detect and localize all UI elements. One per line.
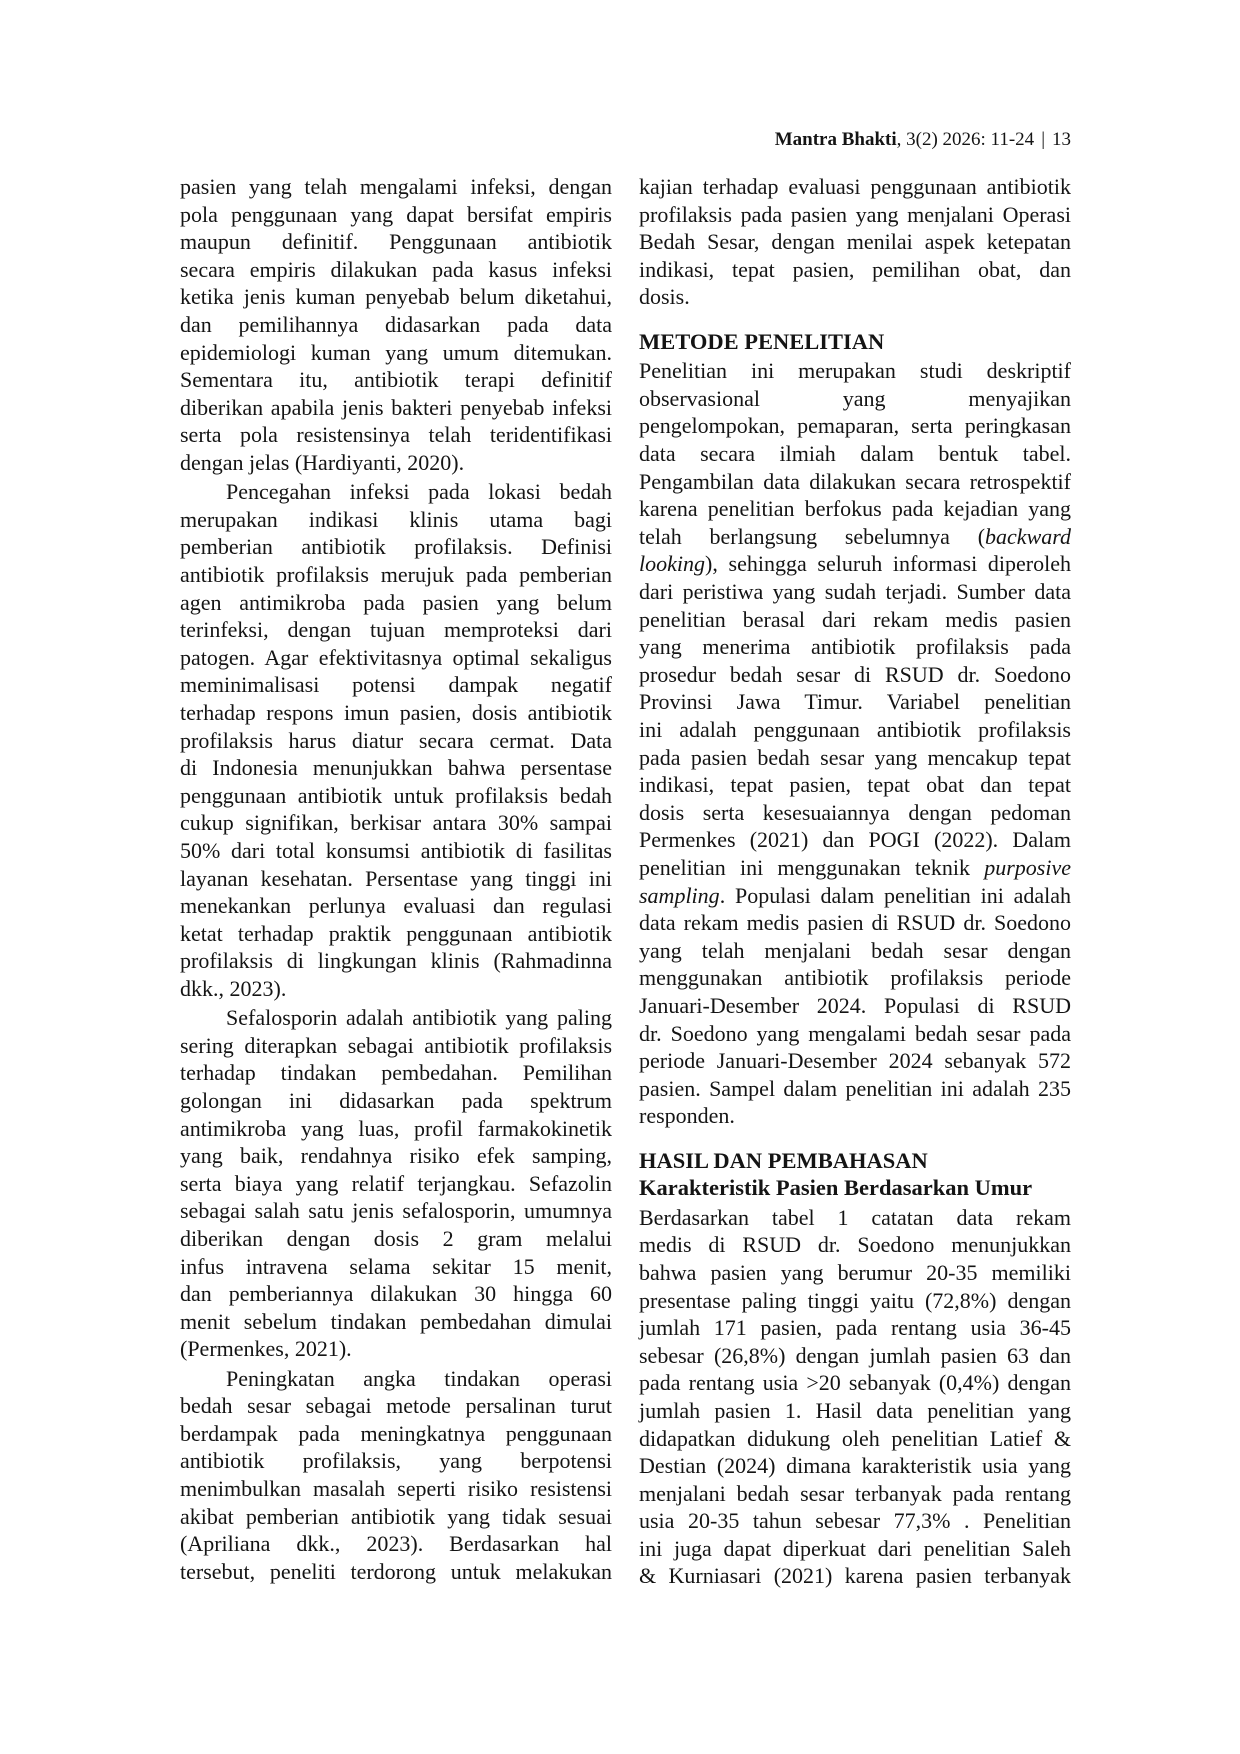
text-line: serta biaya yang relatif terjangkau. Sefazolin: [180, 1170, 612, 1196]
text-line: akibat pemberian antibiotik yang tidak sesuai: [180, 1503, 612, 1529]
paragraph: [639, 357, 1071, 1130]
text-line: infus intravena selama sekitar 15 menit,: [180, 1253, 612, 1279]
text-line: Bedah Sesar, dengan menilai aspek ketepatan: [639, 229, 1071, 255]
running-header: [775, 128, 1071, 152]
text-line: [639, 550, 1071, 578]
paragraph: [180, 1004, 612, 1363]
text-line: responden.: [639, 1103, 735, 1129]
text-line: merupakan indikasi klinis utama bagi: [180, 506, 612, 532]
text-line: menit sebelum tindakan pembedahan dimulai: [180, 1308, 612, 1334]
text-line: prosedur bedah sesar di RSUD dr. Soedono: [639, 661, 1071, 687]
left-column: [180, 173, 612, 1585]
text-line: terinfeksi, dengan tujuan memproteksi dari: [180, 617, 612, 643]
text-line: diberikan apabila jenis bakteri penyebab infeksi: [180, 394, 612, 420]
text-line: [639, 854, 1071, 882]
text-line: [639, 882, 1071, 910]
text-line: antibiotik profilaksis, yang berpotensi: [180, 1448, 612, 1474]
journal-name: Mantra Bhakti: [774, 129, 897, 150]
text-line: pengelompokan, pemaparan, serta peringkasan: [639, 413, 1071, 439]
text-line: patogen. Agar efektivitasnya optimal sekaligus: [180, 644, 612, 670]
text-line: dkk., 2023).: [180, 975, 287, 1001]
italic-term: sampling: [639, 882, 720, 908]
text-line: secara empiris dilakukan pada kasus infeksi: [180, 256, 612, 282]
text-line: ini adalah penggunaan antibiotik profilaksis: [639, 716, 1071, 742]
text-line: menggunakan antibiotik profilaksis periode: [639, 965, 1071, 991]
subsection-heading: Karakteristik Pasien Berdasarkan Umur: [639, 1175, 1033, 1201]
line-text: . Populasi dalam penelitian ini adalah: [719, 882, 1071, 908]
text-line: pasien. Sampel dalam penelitian ini adalah 235: [639, 1075, 1071, 1101]
text-line: 50% dari total konsumsi antibiotik di fasilitas: [180, 837, 612, 863]
text-line: maupun definitif. Penggunaan antibiotik: [180, 229, 612, 255]
text-line: penggunaan antibiotik untuk profilaksis bedah: [180, 782, 612, 808]
text-line: berdampak pada meningkatnya penggunaan: [180, 1420, 612, 1446]
text-line: indikasi, tepat pasien, tepat obat dan tepat: [639, 772, 1071, 798]
italic-term: looking: [639, 551, 705, 577]
text-line: Sementara itu, antibiotik terapi definitif: [180, 367, 612, 393]
text-line: pemberian antibiotik profilaksis. Definisi: [180, 534, 612, 560]
text-line: usia 20-35 tahun sebesar 77,3% . Penelitian: [639, 1508, 1071, 1534]
text-line: Provinsi Jawa Timur. Variabel penelitian: [639, 689, 1071, 715]
text-line: pada pasien bedah sesar yang mencakup tepat: [639, 744, 1071, 770]
text-line: jumlah 171 pasien, pada rentang usia 36-45: [639, 1315, 1071, 1341]
paragraph: [180, 1365, 612, 1586]
text-line: dari peristiwa yang sudah terjadi. Sumber data: [639, 579, 1071, 604]
text-line: observasional yang menyajikan: [639, 385, 1071, 411]
text-line: ketat terhadap praktik penggunaan antibiotik: [180, 920, 612, 946]
text-line: (Apriliana dkk., 2023). Berdasarkan hal: [180, 1531, 612, 1557]
text-line: agen antimikroba pada pasien yang belum: [180, 589, 612, 615]
line-text: penelitian ini menggunakan teknik: [639, 854, 985, 880]
text-line: Permenkes (2021) dan POGI (2022). Dalam: [639, 827, 1071, 853]
text-line: epidemiologi kuman yang umum ditemukan.: [180, 339, 612, 365]
text-line: pada rentang usia >20 sebanyak (0,4%) dengan: [639, 1370, 1071, 1396]
text-line: terhadap tindakan pembedahan. Pemilihan: [180, 1060, 612, 1086]
italic-term: purposive: [984, 854, 1071, 880]
text-line: sebagai salah satu jenis sefalosporin, umumnya: [180, 1198, 612, 1224]
text-line: Peningkatan angka tindakan operasi: [226, 1365, 612, 1391]
text-line: periode Januari-Desember 2024 sebanyak 572: [639, 1048, 1071, 1074]
text-line: layanan kesehatan. Persentase yang tinggi ini: [180, 865, 612, 891]
text-line: bedah sesar sebagai metode persalinan turut: [180, 1393, 612, 1419]
text-line: di Indonesia menunjukkan bahwa persentase: [180, 755, 612, 781]
text-line: medis di RSUD dr. Soedono menunjukkan: [639, 1232, 1071, 1258]
italic-term: backward: [985, 523, 1071, 549]
text-line: pola penggunaan yang dapat bersifat empiris: [180, 201, 612, 227]
text-line: antibiotik profilaksis merujuk pada pemberian: [180, 562, 612, 587]
header-separator: |: [1041, 129, 1045, 150]
text-line: yang menerima antibiotik profilaksis pada: [639, 634, 1071, 660]
paragraph: [180, 478, 612, 1002]
text-line: bahwa pasien yang berumur 20-35 memiliki: [639, 1259, 1071, 1285]
text-line: indikasi, tepat pasien, pemilihan obat, dan: [639, 256, 1071, 282]
text-line: ini juga dapat diperkuat dari penelitian Saleh: [639, 1535, 1071, 1561]
text-line: sering diterapkan sebagai antibiotik profilaksis: [180, 1032, 612, 1058]
text-line: Pengambilan data dilakukan secara retrospektif: [639, 468, 1071, 494]
text-line: tersebut, peneliti terdorong untuk melakukan: [180, 1558, 612, 1584]
text-line: menekankan perlunya evaluasi dan regulasi: [180, 893, 612, 919]
text-line: dan pemberiannya dilakukan 30 hingga 60: [180, 1281, 612, 1307]
text-line: menimbulkan masalah seperti risiko resistensi: [180, 1475, 612, 1501]
text-line: dr. Soedono yang mengalami bedah sesar pada: [639, 1020, 1071, 1046]
section-heading-metode: METODE PENELITIAN: [639, 328, 885, 354]
text-line: serta pola resistensinya telah teridentifikasi: [180, 422, 612, 448]
text-line: Sefalosporin adalah antibiotik yang paling: [226, 1005, 612, 1031]
text-line: penelitian berasal dari rekam medis pasien: [639, 606, 1071, 632]
text-line: Pencegahan infeksi pada lokasi bedah: [226, 479, 612, 505]
text-line: sebesar (26,8%) dengan jumlah pasien 63 dan: [639, 1342, 1071, 1368]
text-line: karena penelitian berfokus pada kejadian yang: [639, 496, 1071, 522]
text-line: [639, 523, 1071, 551]
text-line: Januari-Desember 2024. Populasi di RSUD: [639, 992, 1071, 1018]
text-line: Destian (2024) dimana karakteristik usia yang: [639, 1453, 1071, 1479]
text-line: presentase paling tinggi yaitu (72,8%) dengan: [639, 1287, 1071, 1313]
text-line: dengan jelas (Hardiyanti, 2020).: [180, 449, 465, 475]
text-line: dan pemilihannya didasarkan pada data: [180, 311, 612, 337]
text-line: ketika jenis kuman penyebab belum diketahui,: [180, 284, 612, 310]
text-line: golongan ini didasarkan pada spektrum: [180, 1087, 612, 1113]
issue-info: , 3(2) 2026: 11-24: [896, 129, 1035, 150]
paragraph: [639, 1204, 1071, 1590]
text-line: Berdasarkan tabel 1 catatan data rekam: [639, 1204, 1071, 1230]
paragraph: [180, 173, 612, 477]
text-line: antimikroba yang luas, profil farmakokinetik: [180, 1115, 612, 1141]
text-line: diberikan dengan dosis 2 gram melalui: [180, 1225, 612, 1251]
right-column: [639, 173, 1071, 1590]
text-line: profilaksis harus diatur secara cermat. Data: [180, 727, 612, 753]
text-line: cukup signifikan, berkisar antara 30% sampai: [180, 810, 612, 836]
text-line: terhadap respons imun pasien, dosis antibiotik: [180, 699, 612, 725]
text-line: data secara ilmiah dalam bentuk tabel.: [639, 441, 1071, 467]
text-line: Penelitian ini merupakan studi deskriptif: [639, 358, 1071, 384]
line-text: ), sehingga seluruh informasi diperoleh: [705, 551, 1071, 577]
text-line: dosis.: [639, 284, 690, 310]
page-number: 13: [1052, 129, 1071, 150]
text-line: pasien yang telah mengalami infeksi, dengan: [180, 174, 612, 199]
text-line: yang telah menjalani bedah sesar dengan: [639, 937, 1071, 963]
section-heading-hasil: HASIL DAN PEMBAHASAN: [639, 1147, 928, 1173]
text-line: & Kurniasari (2021) karena pasien terbanyak: [639, 1563, 1071, 1589]
text-line: menjalani bedah sesar terbanyak pada rentang: [639, 1480, 1071, 1506]
text-line: profilaksis pada pasien yang menjalani Operasi: [639, 201, 1071, 227]
text-line: kajian terhadap evaluasi penggunaan antibiotik: [639, 174, 1071, 199]
text-line: meminimalisasi potensi dampak negatif: [180, 672, 612, 698]
paragraph: [639, 173, 1071, 311]
text-line: data rekam medis pasien di RSUD dr. Soedono: [639, 910, 1071, 936]
line-text: telah berlangsung sebelumnya (: [639, 523, 986, 549]
text-line: didapatkan didukung oleh penelitian Latief &: [639, 1425, 1071, 1451]
text-line: yang baik, rendahnya risiko efek samping,: [180, 1143, 612, 1169]
text-line: dosis serta kesesuaiannya dengan pedoman: [639, 799, 1071, 825]
text-line: jumlah pasien 1. Hasil data penelitian yang: [639, 1397, 1071, 1423]
text-line: (Permenkes, 2021).: [180, 1336, 352, 1362]
text-line: profilaksis di lingkungan klinis (Rahmadinna: [180, 948, 612, 974]
